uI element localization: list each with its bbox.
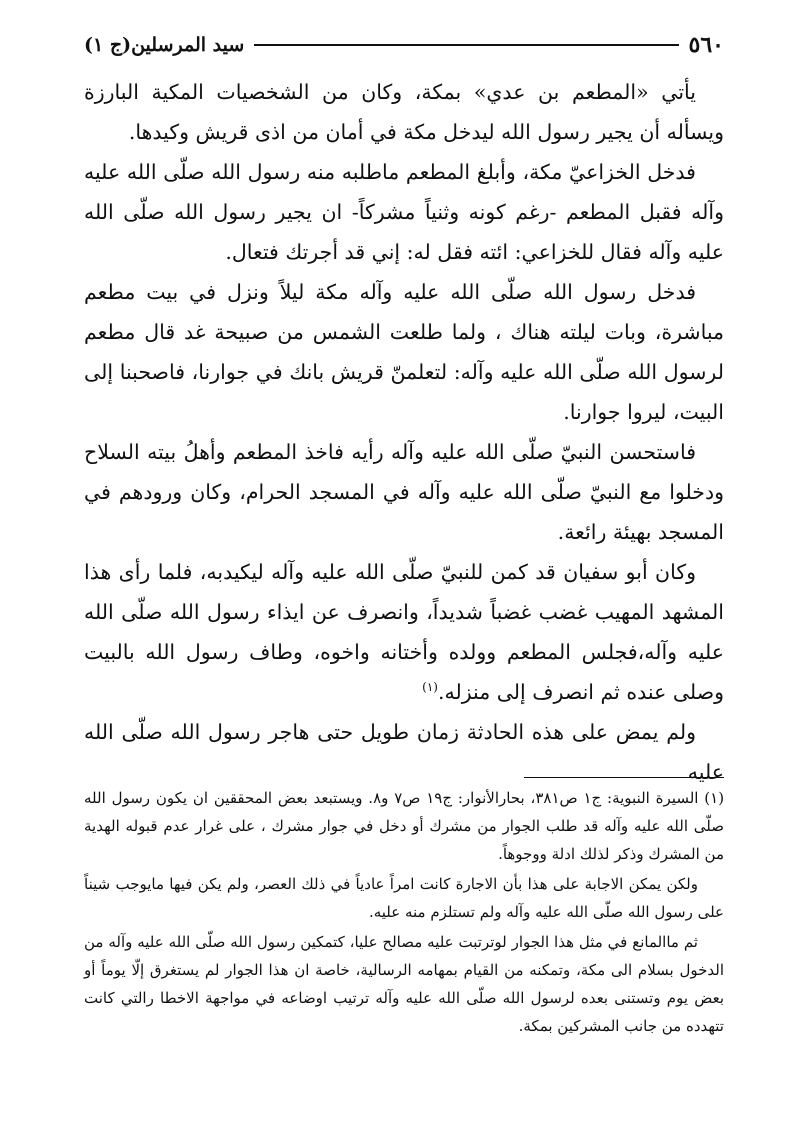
page-header [84, 30, 724, 60]
paragraph: فدخل الخزاعيّ مكة، وأبلغ المطعم ماطلبه منه رسول الله صلّى الله عليه وآله فقبل المطعم -رغم كونه وثنياً مشركاً- ان يجير رسول الله صلّى الله عليه وآله فقال للخزاعي: ائته فقل له: إني قد أجرتك فتعال. [84, 160, 724, 264]
running-title: سيد المرسلين(ج ١) [84, 34, 245, 56]
paragraph: فاستحسن النبيّ صلّى الله عليه وآله رأيه فاخذ المطعم وأهلُ بيته السلاح ودخلوا مع النبيّ صلّى الله عليه وآله في المسجد الحرام، وكان ورودهم في المسجد بهيئة رائعة. [84, 440, 724, 544]
footnote: (١) السيرة النبوية: ج١ ص٣٨١، بحارالأنوار: ج١٩ ص٧ و٨. ويستبعد بعض المحققين ان يكون رسول الله صلّى الله عليه وآله قد طلب الجوار من مشرك أو دخل في جوار مشرك ، على غرار عدم قبوله الهدية من المشرك وذكر لذلك ادلة ووجوهاً. [84, 789, 725, 863]
paragraph-text: وكان أبو سفيان قد كمن للنبيّ صلّى الله عليه وآله ليكيدبه، فلما رأى هذا المشهد المهيب غضب غضباً شديداً، وانصرف عن ايذاء رسول الله صلّى الله عليه وآله،فجلس المطعم وولده وأختانه واخوه، وطاف رسول الله بالبيت وصلى عنده ثم انصرف إلى منزله. [84, 560, 724, 704]
paragraph: فدخل رسول الله صلّى الله عليه وآله مكة ليلاً ونزل في بيت مطعم مباشرة، وبات ليلته هناك ، ولما طلعت الشمس من صبيحة غد قال مطعم لرسول الله صلّى الله عليه وآله: لتعلمنّ قريش بانك في جوارنا، فاصحبنا إلى البيت، ليروا جوارنا. [84, 280, 724, 424]
footnote-separator [524, 777, 724, 778]
header-rule [254, 44, 678, 46]
paragraph: ولم يمض على هذه الحادثة زمان طويل حتى هاجر رسول الله صلّى الله عليه [84, 720, 724, 784]
paragraph-with-footnote [84, 552, 724, 712]
page-number: ٥٦٠ [688, 32, 724, 58]
footnote: ولكن يمكن الاجابة على هذا بأن الاجارة كانت امراً عادياً في ذلك العصر، ولم يكن فيها مايوجب شيناً على رسول الله صلّى الله عليه وآله ولم تستلزم منه عليه. [84, 875, 724, 921]
footnotes [84, 784, 724, 1040]
paragraph: يأتي «المطعم بن عدي» بمكة، وكان من الشخصيات المكية البارزة ويسأله أن يجير رسول الله ليدخل مكة في أمان من اذى قريش وكيدها. [84, 80, 724, 144]
main-text [84, 72, 724, 792]
footnote-reference: (١) [422, 680, 438, 695]
footnote: ثم ماالمانع في مثل هذا الجوار لوترتبت عليه مصالح عليا، كتمكين رسول الله صلّى الله عليه وآله من الدخول بسلام الى مكة، وتمكنه من القيام بمهامه الرسالية، خاصة ان هذا الجوار لم يستغرق إلّا يوماً أو بعض يوم وتستنى بعده لرسول الله صلّى الله عليه وآله ترتيب اوضاعه في مواجهة الاخطا رالتي كانت تتهدده من جانب المشركين بمكة. [84, 933, 724, 1035]
